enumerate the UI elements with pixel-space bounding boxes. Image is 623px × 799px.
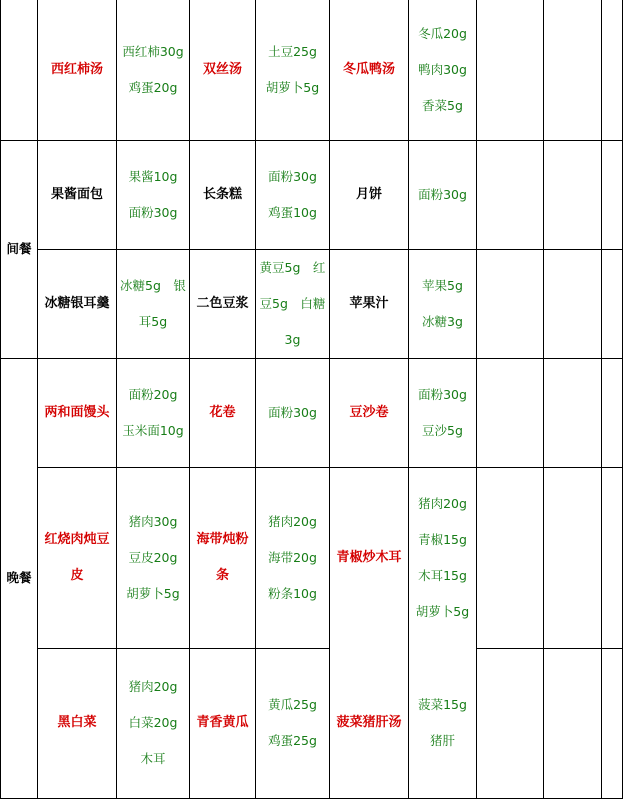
dish-name: 两和面馒头 — [44, 404, 110, 420]
ingredient-cell — [409, 140, 477, 249]
ingredient-text: 西红柿30g 鸡蛋20g — [122, 43, 197, 95]
table-row — [1, 140, 623, 249]
dish-cell — [190, 358, 256, 467]
dish-name: 青香黄瓜 — [196, 715, 249, 730]
table-row — [1, 0, 623, 140]
dish-cell — [330, 358, 409, 467]
ingredient-cell — [409, 0, 480, 140]
meal-cell — [1, 140, 38, 358]
ingredient-text: 黄瓜25g 鸡蛋25g — [268, 697, 330, 748]
empty-cell — [477, 467, 544, 648]
ingredient-cell — [256, 140, 330, 249]
ingredient-text: 土豆25g 胡萝卜5g — [265, 43, 330, 95]
ingredient-cell — [256, 358, 330, 467]
dish-cell — [190, 140, 256, 249]
ingredient-cell — [409, 467, 480, 648]
meal-label: 晚餐 — [6, 570, 32, 585]
dish-name: 花卷 — [209, 404, 236, 420]
empty-cell — [602, 0, 623, 140]
dish-cell — [190, 0, 256, 140]
ingredient-text: 冬瓜20g 鸭肉30g 香菜5g — [418, 25, 480, 113]
ingredient-text: 苹果5g 冰糖3g — [422, 277, 476, 329]
dish-name: 二色豆浆 — [196, 295, 249, 311]
dish-name: 青椒炒木耳 — [336, 549, 402, 565]
dish-cell — [330, 648, 409, 798]
empty-cell — [544, 467, 602, 648]
ingredient-text: 面粉20g 玉米面10g — [122, 386, 190, 438]
ingredient-cell — [256, 467, 330, 648]
dish-cell — [330, 249, 409, 358]
dish-name: 冬瓜鸭汤 — [342, 61, 395, 77]
ingredient-text: 猪肉30g 豆皮20g 胡萝卜5g — [126, 513, 190, 601]
empty-cell — [602, 140, 623, 249]
ingredient-text: 猪肉20g 青椒15g 木耳15g 胡萝卜5g — [415, 495, 480, 619]
ingredient-cell — [256, 648, 330, 798]
meal-label: 间餐 — [6, 241, 32, 256]
dish-cell — [38, 358, 117, 467]
ingredient-cell — [117, 249, 190, 358]
ingredient-cell — [117, 140, 190, 249]
empty-cell — [602, 358, 623, 467]
dish-name: 西红柿汤 — [50, 61, 103, 77]
ingredient-text: 果酱10g 面粉30g — [128, 168, 190, 220]
dish-cell — [190, 467, 256, 648]
ingredient-cell — [409, 648, 480, 798]
ingredient-text: 猪肉20g 海带20g 粉条10g — [268, 513, 330, 601]
dish-cell — [38, 0, 117, 140]
empty-cell — [477, 648, 544, 798]
empty-cell — [544, 140, 602, 249]
dish-name: 苹果汁 — [349, 295, 389, 311]
dish-cell — [38, 467, 117, 648]
dish-name: 海带炖粉条 — [196, 531, 249, 583]
table-row — [1, 467, 623, 648]
empty-cell — [544, 249, 602, 358]
table-row — [1, 249, 623, 358]
empty-cell — [477, 249, 544, 358]
ingredient-cell — [117, 467, 190, 648]
ingredient-cell — [409, 358, 480, 467]
empty-cell — [477, 140, 544, 249]
dish-name: 冰糖银耳羹 — [44, 295, 110, 311]
ingredient-cell — [117, 0, 197, 140]
ingredient-text: 菠菜15g 猪肝 — [418, 696, 480, 748]
empty-cell — [544, 648, 602, 798]
ingredient-cell — [117, 648, 190, 798]
dish-cell — [330, 140, 409, 249]
ingredient-text: 冰糖5g 银耳5g — [120, 277, 186, 329]
dish-cell — [38, 249, 117, 358]
empty-cell — [602, 249, 623, 358]
dish-cell — [330, 0, 409, 140]
meal-cell — [1, 358, 38, 798]
dish-name: 黑白菜 — [57, 715, 97, 730]
ingredient-text: 猪肉20g 白菜20g 木耳 — [128, 679, 190, 766]
table-row — [1, 648, 623, 798]
empty-cell — [477, 358, 544, 467]
ingredient-text: 面粉30g — [418, 186, 467, 202]
dish-cell — [38, 648, 117, 798]
empty-cell — [544, 358, 602, 467]
empty-cell — [544, 0, 602, 140]
ingredient-text: 黄豆5g 红豆5g 白糖3g — [259, 259, 326, 347]
meal-cell — [1, 0, 38, 140]
dish-name: 红烧肉炖豆皮 — [44, 531, 110, 583]
ingredient-cell — [256, 0, 330, 140]
empty-cell — [602, 648, 623, 798]
dish-name: 菠菜猪肝汤 — [336, 714, 402, 730]
ingredient-cell — [117, 358, 190, 467]
table-row — [1, 358, 623, 467]
dish-cell — [330, 467, 409, 648]
dish-name: 长条糕 — [202, 186, 242, 202]
ingredient-text: 面粉30g 豆沙5g — [418, 386, 480, 438]
ingredient-cell — [409, 249, 477, 358]
empty-cell — [477, 0, 544, 140]
ingredient-cell — [256, 249, 330, 358]
dish-name: 月饼 — [355, 186, 382, 202]
dish-name: 果酱面包 — [50, 186, 103, 202]
empty-cell — [602, 467, 623, 648]
dish-cell — [190, 648, 256, 798]
dish-name: 豆沙卷 — [349, 404, 389, 420]
dish-name: 双丝汤 — [202, 61, 242, 77]
ingredient-text: 面粉30g — [268, 404, 317, 420]
ingredient-text: 面粉30g 鸡蛋10g — [268, 168, 330, 220]
dish-cell — [190, 249, 256, 358]
dish-cell — [38, 140, 117, 249]
